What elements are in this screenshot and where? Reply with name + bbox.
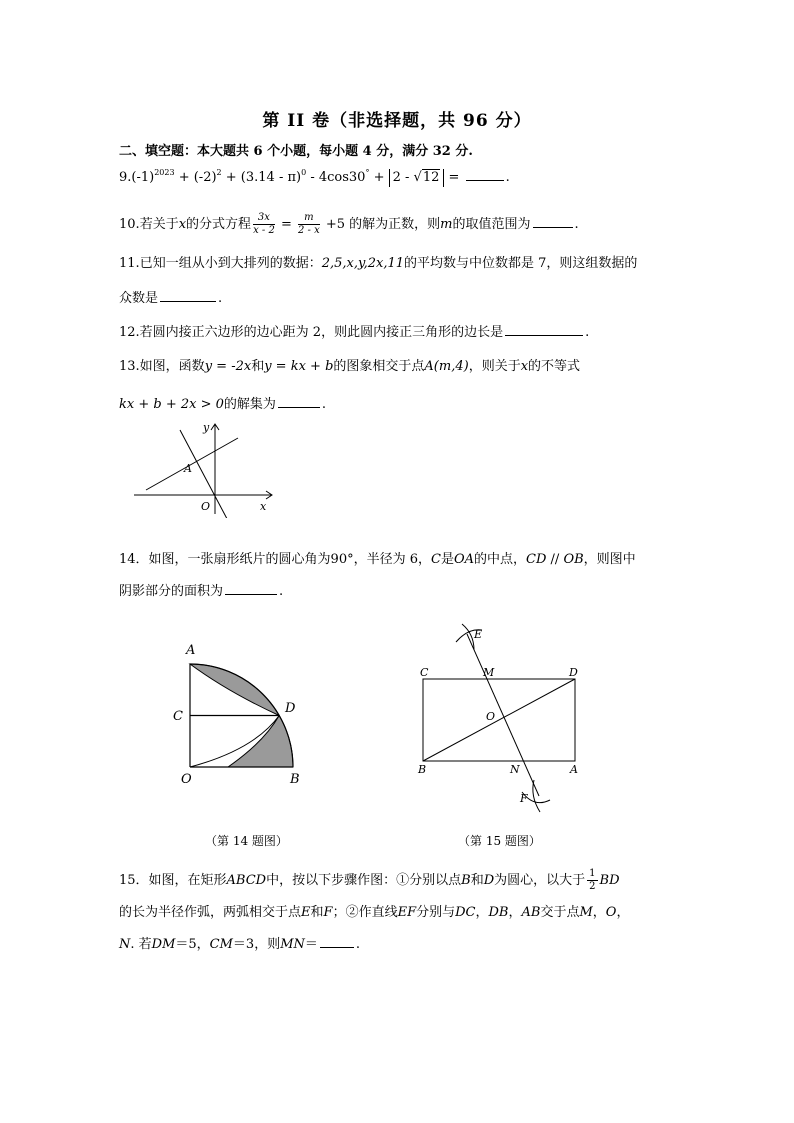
label-x: x bbox=[260, 500, 267, 513]
q14-caption: （第 14 题图） bbox=[205, 834, 288, 848]
q9-exp: 0 bbox=[301, 168, 307, 177]
label-D: D bbox=[569, 666, 578, 679]
label-O: O bbox=[181, 772, 192, 787]
q9-number: 9. bbox=[119, 170, 132, 185]
question-12: 12.若圆内接正六边形的边心距为 2，则此圆内接正三角形的边长是 . bbox=[119, 325, 590, 340]
q9-exp: 2023 bbox=[154, 168, 175, 177]
q11-number: 11. bbox=[119, 256, 140, 271]
question-9: $9.(-1)^{2023} + (-2)^2 + (3.14 - \pi)^0 - 4\cos 30^\circ + 2 - √12$ = . bbox=[119, 168, 510, 185]
answer-blank[interactable] bbox=[225, 582, 277, 595]
q10-fraction-1: $\frac{3x}{x - 2}$ bbox=[253, 212, 275, 236]
q13-graph bbox=[128, 418, 278, 518]
answer-blank[interactable] bbox=[466, 168, 504, 181]
q15-caption: （第 15 题图） bbox=[458, 834, 541, 848]
q14-figure bbox=[164, 632, 324, 792]
label-O: O bbox=[486, 710, 496, 723]
q9-term: - 4cos30 bbox=[306, 170, 366, 185]
q10-number: 10. bbox=[119, 217, 140, 232]
label-F: F bbox=[520, 792, 528, 805]
page-title: 第 II 卷（非选择题，共 96 分） bbox=[262, 111, 532, 131]
label-E: E bbox=[474, 628, 483, 641]
line-kx-plus-b bbox=[146, 438, 238, 490]
shaded-region-top bbox=[190, 664, 279, 716]
q15-figure bbox=[410, 620, 590, 815]
q11-data: 2,5,x,y,2x,11 bbox=[321, 256, 405, 271]
question-15-line3: N. 若DM＝5，CM＝3，则MN＝ . bbox=[119, 937, 361, 952]
label-B: B bbox=[418, 763, 427, 776]
question-13: 13.如图，函数y = -2x和y = kx + b的图象相交于点A(m,4)，则关于x的不等式 bbox=[119, 359, 581, 374]
q9-term: + (3.14 - π) bbox=[221, 170, 302, 185]
question-13-line2: kx + b + 2x > 0的解集为 . bbox=[119, 397, 327, 412]
answer-blank[interactable] bbox=[533, 215, 573, 228]
q15-half: $\frac{1}{2}$ bbox=[589, 868, 596, 892]
q9-term: (-1) bbox=[131, 170, 155, 185]
label-N: N bbox=[510, 763, 520, 776]
line-EF bbox=[467, 634, 539, 796]
label-y: y bbox=[203, 421, 210, 434]
label-B: B bbox=[290, 772, 300, 787]
label-O: O bbox=[201, 500, 211, 513]
question-14-line2: 阴影部分的面积为 . bbox=[119, 584, 284, 599]
q9-term: + bbox=[369, 170, 389, 185]
label-A: A bbox=[570, 763, 578, 776]
answer-blank[interactable] bbox=[320, 935, 354, 948]
question-11-line2: 众数是 . bbox=[119, 291, 223, 306]
label-D: D bbox=[285, 701, 296, 716]
answer-blank[interactable] bbox=[160, 289, 216, 302]
q10-fraction-2: $\frac{m}{2 - x}$ bbox=[297, 212, 320, 236]
q9-term: = bbox=[444, 170, 464, 185]
q9-term: + (-2) bbox=[174, 170, 217, 185]
question-11: 11.已知一组从小到大排列的数据：2,5,x,y,2x,11的平均数与中位数都是 7，则这组数据的 bbox=[119, 256, 638, 271]
label-C: C bbox=[173, 709, 183, 724]
q9-abs: 2 - √12 bbox=[389, 169, 445, 187]
question-15-line2: 的长为半径作弧，两弧相交于点E和F；②作直线EF分别与DC，DB，AB交于点M，O， bbox=[119, 905, 630, 920]
answer-blank[interactable] bbox=[278, 395, 320, 408]
question-10: 10.若关于x的分式方程 $\frac{3x}{x - 2}$ = $\frac{m}{2 - x}$ +5 的解为正数，则m的取值范围为 . bbox=[119, 212, 579, 236]
question-14: 14．如图，一张扇形纸片的圆心角为90°，半径为 6，C是OA的中点，CD // OB，则图中 bbox=[119, 552, 636, 567]
label-M: M bbox=[483, 666, 495, 679]
label-A: A bbox=[184, 462, 192, 475]
diagonal-BD bbox=[423, 679, 575, 761]
label-A: A bbox=[186, 643, 196, 658]
question-15: 15．如图，在矩形ABCD中，按以下步骤作图：①分别以点B和D为圆心，以大于 $\frac{1}{2}$ BD bbox=[119, 868, 620, 892]
section-heading: 二、填空题：本大题共 6 个小题，每小题 4 分，满分 32 分. bbox=[119, 144, 473, 159]
label-C: C bbox=[420, 666, 429, 679]
q9-exp: 2 bbox=[216, 168, 222, 177]
answer-blank[interactable] bbox=[505, 323, 583, 336]
q9-exp: ° bbox=[365, 168, 370, 177]
